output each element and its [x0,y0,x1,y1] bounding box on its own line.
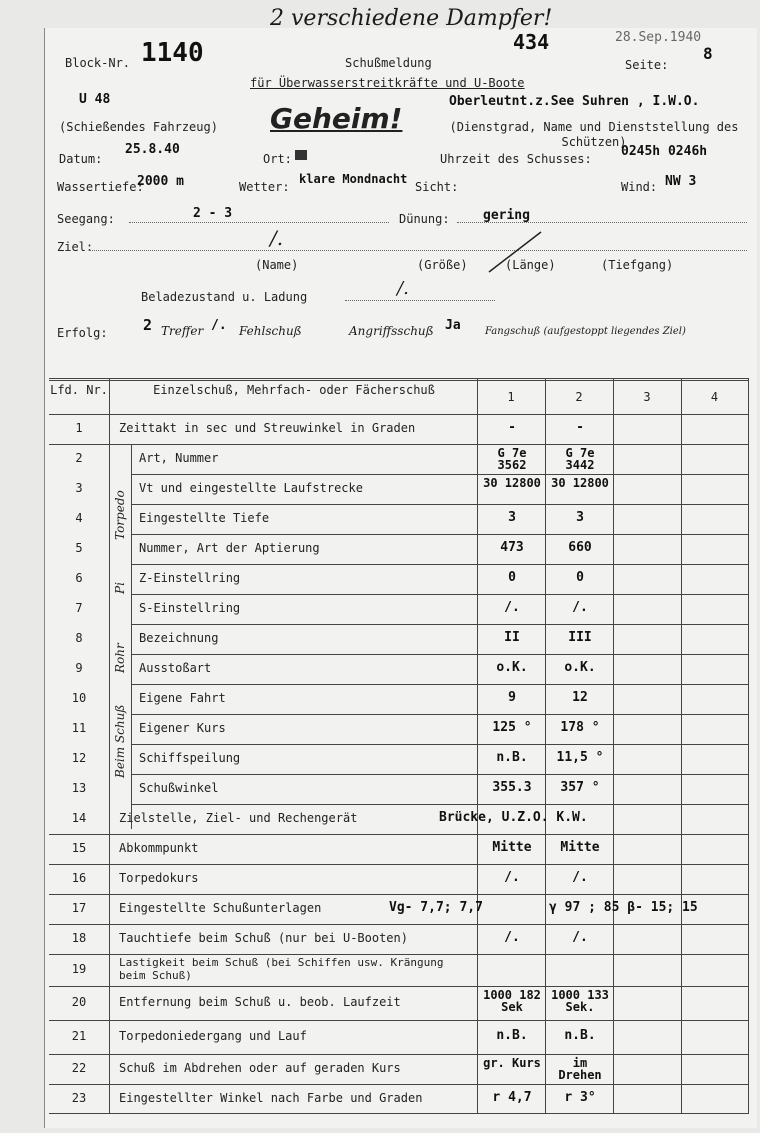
row-number: 9 [75,661,83,675]
row-description: Zielstelle, Ziel- und Rechengerät [119,811,358,825]
row-value-1: 30 12800 [483,476,541,490]
row-value-2: /. [572,930,588,945]
row-number: 19 [71,962,87,976]
col-4-header: 4 [710,390,719,404]
row-number: 16 [71,871,87,885]
row-number: 6 [75,571,83,585]
name-caption: (Name) [255,258,299,272]
load-label: Beladezustand u. Ladung [141,290,308,304]
row-value-1: 1000 182 Sek [483,988,541,1014]
row-description: Eingestellte Schußunterlagen [119,901,322,915]
row-description: S-Einstellring [139,601,241,615]
result-label: Erfolg: [57,326,108,340]
row-description: Eingestellter Winkel nach Farbe und Graden [119,1090,423,1105]
row-number: 4 [75,511,83,525]
sight-label: Sicht: [415,180,459,194]
col-1-header: 1 [507,390,515,404]
row-value-2: 1000 133 Sek. [551,988,609,1014]
row-number: 1 [75,421,83,435]
weather-value: klare Mondnacht [299,172,408,186]
row-value-1: o.K. [496,660,528,675]
row-description: Tauchtiefe beim Schuß (nur bei U-Booten) [119,931,408,945]
page-number: 8 [703,44,713,63]
row-number: 13 [71,781,87,795]
row-number: 15 [71,841,87,855]
row-value-1: gr. Kurs [483,1056,541,1070]
row-description: Bezeichnung [139,631,219,645]
depth-value: 2000 m [137,174,184,189]
target-value: /. [270,226,284,250]
group-beim-schuss: Beim Schuß [113,704,127,778]
col-nr-header: Lfd. Nr. [50,383,108,397]
row-description: Torpedokurs [119,871,199,885]
miss-value: /. [211,318,227,333]
sea-value: 2 - 3 [193,206,233,221]
sea-line [129,222,389,223]
officer-name: Oberleutnt.z.See Suhren , I.W.O. [449,94,700,109]
swell-value: gering [483,208,530,223]
row-description: Lastigkeit beim Schuß (bei Schiffen usw. Krängung beim Schuß) [119,956,444,982]
row-value-2: o.K. [564,660,596,675]
row-description: Eingestellte Tiefe [139,511,270,525]
row-value-1: Vg- 7,7; 7,7 [389,900,483,915]
row-number: 12 [71,751,87,765]
row-value-1: n.B. [496,750,528,765]
row-number: 23 [71,1090,87,1105]
row-value-2: n.B. [564,1028,596,1043]
place-label: Ort: [263,152,292,166]
page-label: Seite: [625,58,669,72]
row-value-2: /. [572,600,588,615]
secret-stamp: Geheim! [270,102,403,135]
officer-caption: (Dienstgrad, Name und Dienststellung des Schützen) [449,120,739,149]
row-description: Entfernung beim Schuß u. beob. Laufzeit [119,995,401,1009]
row-value-2: im Drehen [558,1056,602,1082]
sea-label: Seegang: [57,212,115,226]
row-number: 22 [71,1061,87,1075]
row-value-1: 355.3 [492,780,532,795]
row-value-1: 3 [508,510,516,525]
row-value-1: n.B. [496,1028,528,1043]
row-number: 17 [71,901,87,915]
row-value-1: /. [504,930,520,945]
row-value-2: 30 12800 [551,476,609,490]
row-description: Art, Nummer [139,451,219,465]
group-divider [131,444,132,829]
col-2-header: 2 [575,390,583,404]
col-desc-header: Einzelschuß, Mehrfach- oder Fächerschuß [153,383,435,397]
place-redaction [295,150,307,160]
row-value-1: 9 [508,690,516,705]
date-label: Datum: [59,152,103,166]
wind-value: NW 3 [665,174,697,189]
row-description: Eigene Fahrt [139,691,226,705]
row-value-1: 125 ° [492,720,532,735]
row-number: 8 [75,631,83,645]
target-label: Ziel: [57,240,94,254]
row-description: Eigener Kurs [139,721,226,735]
wind-label: Wind: [621,180,658,194]
row-description: Vt und eingestellte Laufstrecke [139,481,363,495]
hits-label: Treffer [161,324,204,338]
row-description: Schiffspeilung [139,751,241,765]
row-value-1: G 7e 3562 [497,446,527,472]
row-number: 20 [71,995,87,1009]
row-description: Abkommpunkt [119,841,199,855]
row-number: 21 [71,1029,87,1043]
row-number: 3 [75,481,83,495]
row-value-1: Brücke, U.Z.O. K.W. [439,810,588,825]
shot-table [49,378,749,1113]
doc-title: Schußmeldung [345,56,432,70]
row-description: Z-Einstellring [139,571,241,585]
load-value: /. [397,278,409,299]
group-rohr: Rohr [113,643,127,673]
boat-caption: (Schießendes Fahrzeug) [59,120,218,134]
doc-subtitle: für Überwasserstreitkräfte und U-Boote [250,76,525,90]
group-pi: Pi [113,582,127,594]
date-stamp: 28.Sep.1940 [615,30,702,45]
target-line [89,250,747,251]
weather-label: Wetter: [239,180,290,194]
time-value: 0245h 0246h [621,144,708,159]
col-3-header: 3 [643,390,651,404]
row-description: Ausstoßart [139,661,212,675]
row-value-2: Mitte [560,840,600,855]
block-label: Block-Nr. [65,56,131,70]
row-description: Nummer, Art der Aptierung [139,541,320,555]
row-value-2: G 7e 3442 [565,446,595,472]
row-value-2: 11,5 ° [556,750,604,765]
row-value-1: r 4,7 [492,1089,532,1105]
attack-value: Ja [445,318,461,333]
row-number: 11 [71,721,87,735]
row-value-2: r 3° [564,1089,596,1105]
row-value-1: - [508,420,516,435]
row-number: 10 [71,691,87,705]
row-value-1: 0 [508,570,516,585]
hits-value: 2 [143,316,153,334]
row-value-1: II [504,630,520,645]
size-caption: (Größe) [417,258,468,272]
report-form [44,6,757,1128]
row-value-2: 0 [576,570,584,585]
row-number: 5 [75,541,83,555]
draught-caption: (Tiefgang) [601,258,674,272]
row-value-2: III [568,630,592,645]
row-value-2: /. [572,870,588,885]
group-torpedo: Torpedo [113,490,127,540]
row-number: 14 [71,811,87,825]
length-caption: (Länge) [505,258,556,272]
boat-name: U 48 [79,92,111,107]
row-value-1: /. [504,870,520,885]
row-value-1: /. [504,600,520,615]
row-description: Zeittakt in sec und Streuwinkel in Graden [119,421,416,435]
row-value-2: 357 ° [560,780,600,795]
swell-label: Dünung: [399,212,450,226]
time-label: Uhrzeit des Schusses: [440,152,592,166]
row-value-2: - [576,420,584,435]
row-number: 18 [71,931,87,945]
row-description: Schuß im Abdrehen oder auf geraden Kurs [119,1061,401,1075]
strike-mark [485,228,545,274]
row-description: Torpedoniedergang und Lauf [119,1029,307,1043]
row-number: 2 [75,451,83,465]
row-value-1: Mitte [492,840,532,855]
load-line [345,300,495,301]
miss-label: Fehlschuß [239,324,302,338]
row-value-2: 178 ° [560,720,600,735]
attack-label: Angriffsschuß [349,324,434,338]
row-value-2: γ 97 ; 85 β- 15; 15 [549,900,698,915]
row-number: 7 [75,601,83,615]
handwritten-note: 2 verschiedene Dampfer! [270,6,553,31]
row-value-2: 3 [576,510,584,525]
date-value: 25.8.40 [125,142,180,157]
block-number: 1140 [141,38,204,68]
row-value-2: 12 [572,690,588,705]
row-description: Schußwinkel [139,781,219,795]
stamp-number: 434 [513,30,550,54]
row-value-1: 473 [500,540,524,555]
depth-label: Wassertiefe: [57,180,144,194]
row-value-2: 660 [568,540,592,555]
catch-label: Fangschuß (aufgestoppt liegendes Ziel) [485,326,686,337]
